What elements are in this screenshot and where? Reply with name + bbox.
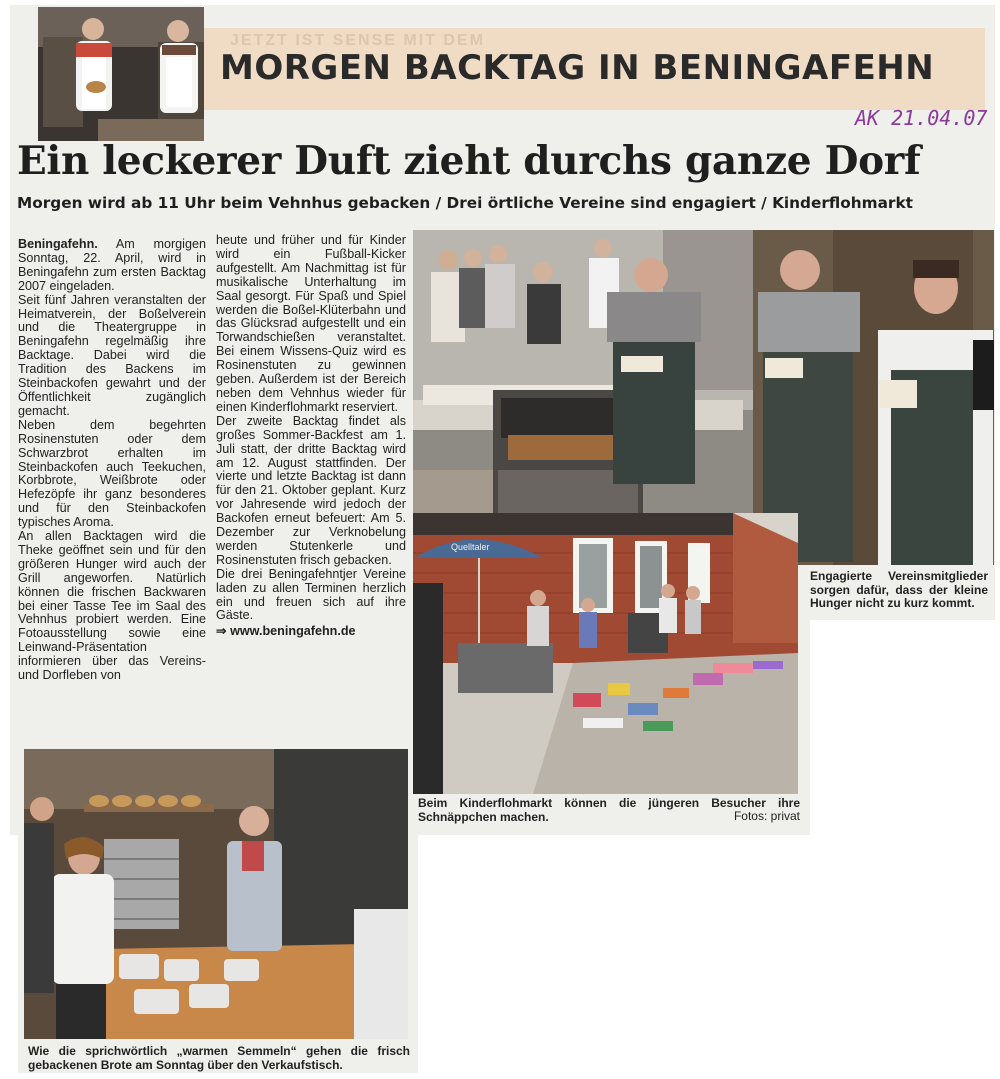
website-link[interactable]: www.beningafehn.de xyxy=(230,624,356,639)
dateline: Beningafehn. xyxy=(18,237,98,251)
article-column-1 xyxy=(18,238,206,683)
paragraph-4: An allen Backtagen wird die Theke geöffnet sein und für den größeren Hunger wird auch der Grill angeworfen. Natürlich können die frischen Backwaren bei einer Tasse Tee im Saal des Vehnhus probiert werden. Eine Fotoausstellung sowie eine Leinwand-Präsentation informieren über das Vereins- und Dorfleben von xyxy=(18,529,206,683)
photo-bread-sales xyxy=(24,749,408,1039)
paragraph-1-text: Am morgigen Sonntag, 22. April, wird in Beningafehn zum ersten Backtag 2007 eingeladen. xyxy=(18,237,206,293)
umbrella-sign: Quelltaler xyxy=(451,542,490,552)
paragraph-2: Seit fünf Jahren veranstalten der Heimatverein, der Boßelverein und die Theatergruppe in Beningafehn regelmäßig ihre Backtage. Dabei wird die Tradition des Backens im Steinbackofen gewahrt und der Öffentlichkeit zugänglich gemacht. xyxy=(18,292,206,418)
paragraph-7: Die drei Beningafehntjer Vereine laden zu allen Terminen herzlich ein und freuen sich auf ihre Gäste. xyxy=(216,566,406,623)
caption-flea-market-text: Beim Kinderflohmarkt können die jüngeren Besucher ihre Schnäppchen machen. xyxy=(418,796,800,824)
caption-members: Engagierte Vereinsmitglieder sorgen dafür, dass der kleine Hunger nicht zu kurz kommt. xyxy=(810,569,988,610)
handwritten-date-note: AK 21.04.07 xyxy=(855,106,988,130)
web-reference xyxy=(216,625,406,639)
article-column-2 xyxy=(216,234,406,639)
photo-credit: Fotos: privat xyxy=(733,809,800,823)
caption-bread: Wie die sprichwörtlich „warmen Semmeln“ gehen die frisch gebackenen Brote am Sonntag über den Verkaufstisch. xyxy=(28,1044,410,1072)
headline: Ein leckerer Duft zieht durchs ganze Dorf xyxy=(17,138,921,184)
paragraph-3: Neben dem begehrten Rosinenstuten oder dem Schwarzbrot erhalten im Steinbackofen auch Teekuchen, Korbbrote, Weißbrote oder Hefezöpfe ihr ganz besonderes und für den Steinbackofen typisches Aroma. xyxy=(18,417,206,530)
arrow-icon: ⇒ xyxy=(216,624,227,639)
banner-faint-text: JETZT IST SENSE MIT DEM xyxy=(230,32,485,49)
paragraph-1 xyxy=(18,238,206,294)
paragraph-5: heute und früher und für Kinder wird ein Fußball-Kicker aufgestellt. Am Nachmittag ist für musikalische Unterhaltung im Saal gesorgt. Für Spaß und Spiel werden die Boßel-Klüterbahn und das Glücksrad aufgestellt und ein Torwandschießen veranstaltet. Bei einem Wissens-Quiz wird es Rosinenstuten zu gewinnen geben. Außerdem ist der Bereich neben dem Vehnhus wieder für einen Kinderflohmarkt reserviert. xyxy=(216,233,406,414)
subheadline: Morgen wird ab 11 Uhr beim Vehnhus gebacken / Drei örtliche Vereine sind engagiert / Kinderflohmarkt xyxy=(17,194,913,212)
kicker-title: MORGEN BACKTAG IN BENINGAFEHN xyxy=(220,48,935,88)
paragraph-6: Der zweite Backtag findet als großes Sommer-Backfest am 1. Juli statt, der dritte Backtag wird am 12. August stattfinden. Der vierte und letzte Backtag ist dann für den 21. Oktober geplant. Kurz vor Jahresende wird jedoch der Backofen erneut befeuert: Am 5. Dezember zur Verknobelung werden Stutenkerle und Rosinenstuten frisch gebacken. xyxy=(216,413,406,567)
photo-flea-market xyxy=(413,513,798,794)
photo-bakers-small xyxy=(38,7,204,141)
caption-flea-market xyxy=(418,797,800,824)
